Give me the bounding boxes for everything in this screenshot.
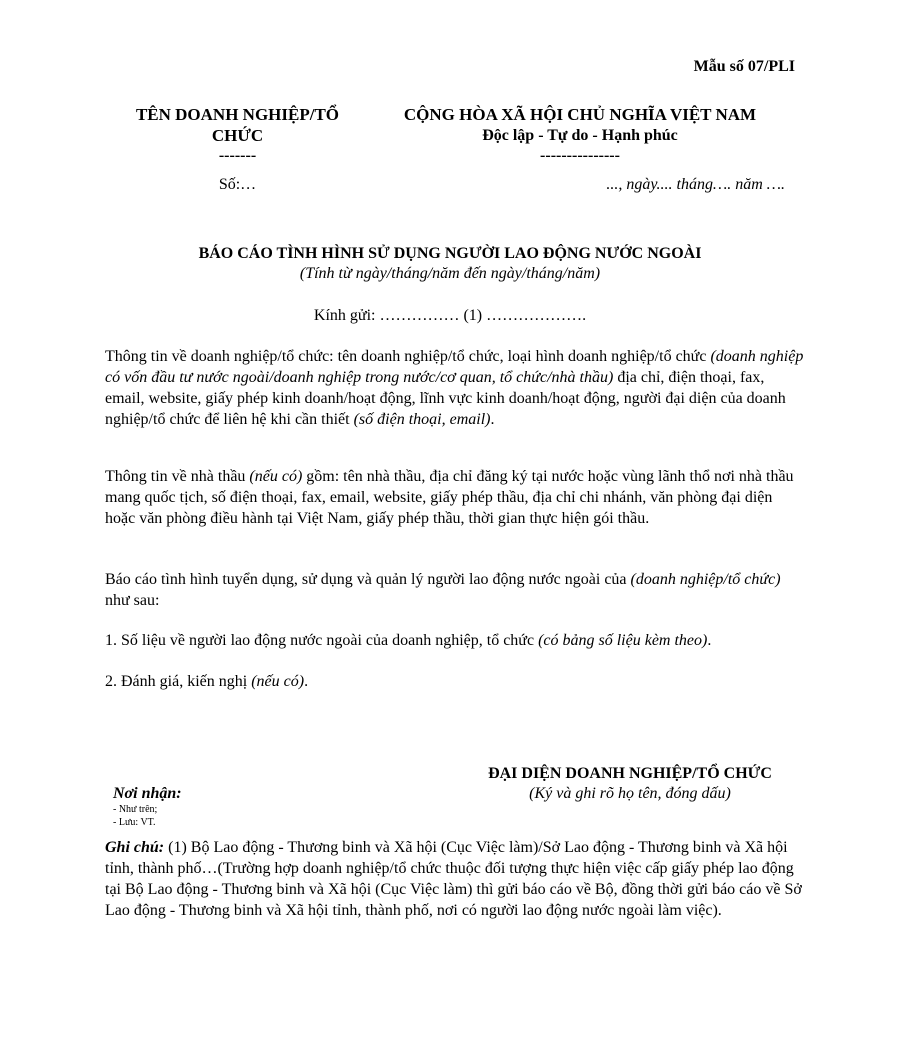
item1-text: 1. Số liệu về người lao động nước ngoài của doanh nghiệp, tổ chức — [105, 632, 539, 649]
report-intro-paragraph — [105, 569, 805, 611]
para1-text-2: địa chỉ, điện thoại, fax, email, website, giấy phép kinh doanh/hoạt động, lĩnh vực kinh doanh/hoạt động, người đại diện của doanh nghiệp/tổ chức để liên hệ khi cần thiết — [105, 369, 786, 428]
footnote-text: (1) Bộ Lao động - Thương binh và Xã hội (Cục Việc làm)/Sở Lao động - Thương binh và Xã hội tỉnh, thành phố…(Trường hợp doanh nghiệp/tổ chức thuộc đối tượng thực hiện việc cấp giấy phép lao động tại Bộ Lao động - Thương binh và Xã hội (Cục Việc làm) thì gửi báo cáo về Bộ, đồng thời gửi báo cáo về Sở Lao động - Thương binh và Xã hội tỉnh, thành phố, nơi có người lao động nước ngoài làm việc). — [105, 839, 802, 919]
para3-italic: (doanh nghiệp/tổ chức) — [630, 571, 781, 588]
report-period: (Tính từ ngày/tháng/năm đến ngày/tháng/năm) — [299, 265, 601, 282]
report-title: BÁO CÁO TÌNH HÌNH SỬ DỤNG NGƯỜI LAO ĐỘNG NƯỚC NGOÀI — [198, 245, 702, 262]
recipient-item: - Như trên; — [113, 804, 158, 815]
document-number: Số:… — [218, 176, 257, 193]
item2-end: . — [304, 673, 309, 690]
state-motto: Độc lập - Tự do - Hạnh phúc — [482, 127, 678, 144]
item-1 — [105, 630, 805, 651]
footnote-label: Ghi chú: — [105, 839, 165, 856]
item-2 — [105, 671, 805, 692]
contractor-info-paragraph — [105, 466, 805, 529]
para3-text-2: như sau: — [105, 592, 160, 609]
recipients-heading: Nơi nhận: — [113, 785, 182, 802]
recipient-line: Kính gửi: …………… (1) ………………. — [313, 307, 587, 324]
item2-text: 2. Đánh giá, kiến nghị — [105, 673, 252, 690]
signature-title: ĐẠI DIỆN DOANH NGHIỆP/TỔ CHỨC — [488, 765, 772, 782]
para2-text-1: Thông tin về nhà thầu — [105, 468, 250, 485]
org-dashes: ------- — [218, 147, 257, 164]
para2-italic: (nếu có) — [249, 468, 303, 485]
para1-text-1: Thông tin về doanh nghiệp/tổ chức: tên doanh nghiệp/tổ chức, loại hình doanh nghiệp/tổ chức — [105, 348, 711, 365]
item2-italic: (nếu có) — [251, 673, 305, 690]
form-number: Mẫu số 07/PLI — [693, 58, 795, 75]
org-name-line2: CHỨC — [211, 126, 264, 145]
organization-info-paragraph — [105, 346, 805, 430]
state-name: CỘNG HÒA XÃ HỘI CHỦ NGHĨA VIỆT NAM — [403, 105, 757, 124]
signature-note: (Ký và ghi rõ họ tên, đóng dấu) — [529, 785, 731, 802]
para1-text-3: . — [490, 411, 495, 428]
state-dashes: --------------- — [540, 147, 620, 164]
org-name-line1: TÊN DOANH NGHIỆP/TỔ — [135, 105, 340, 124]
item1-italic: (có bảng số liệu kèm theo) — [538, 632, 708, 649]
footnote — [105, 837, 805, 921]
item1-end: . — [707, 632, 712, 649]
date-line: ..., ngày.... tháng…. năm …. — [606, 176, 785, 193]
para1-italic-2: (số điện thoại, email) — [353, 411, 491, 428]
para2-text-2: gồm: tên nhà thầu, địa chỉ đăng ký tại nước hoặc vùng lãnh thổ nơi nhà thầu mang quốc tịch, số điện thoại, fax, email, website, giấy phép thầu, địa chỉ chi nhánh, văn phòng đại diện hoặc văn phòng điều hành tại Việt Nam, giấy phép thầu, thời gian thực hiện gói thầu. — [105, 468, 794, 527]
recipient-item: - Lưu: VT. — [113, 817, 156, 828]
para3-text-1: Báo cáo tình hình tuyển dụng, sử dụng và quản lý người lao động nước ngoài của — [105, 571, 631, 588]
para1-italic-1: (doanh nghiệp có vốn đầu tư nước ngoài/doanh nghiệp trong nước/cơ quan, tổ chức/nhà thầu) — [105, 348, 804, 386]
